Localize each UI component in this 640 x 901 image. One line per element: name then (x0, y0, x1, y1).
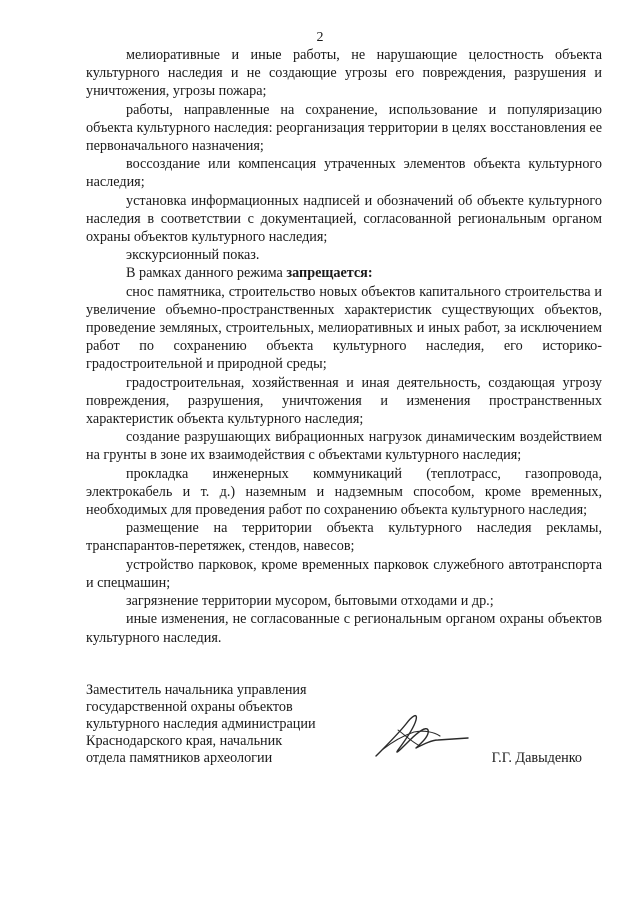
paragraph: градостроительная, хозяйственная и иная деятельность, создающая угрозу повреждения, разрушения, уничтожения и изменения пространственных характеристик объекта культурного наследия; (86, 374, 602, 428)
prohibited-heading (86, 264, 602, 282)
document-body (86, 46, 602, 647)
heading-colon: : (367, 265, 373, 282)
signer-title-line: Краснодарского края, начальник (86, 733, 283, 749)
page-number: 2 (316, 30, 324, 45)
paragraph: мелиоративные и иные работы, не нарушающие целостность объекта культурного наследия и не создающие угрозы его повреждения, разрушения и уничтожения, угрозы пожара; (86, 47, 602, 100)
signer-title-line: государственной охраны объектов (86, 699, 293, 715)
paragraph: снос памятника, строительство новых объектов капитального строительства и увеличение объемно-пространственных характеристик существующих объектов, проведение земляных, строительных, мелиоративных и иных работ, за исключением работ по сохранению объекта культурного наследия, его историко-градостроительной и природной среды; (86, 283, 602, 373)
paragraph: иные изменения, не согласованные с региональным органом охраны объектов культурного наследия. (86, 611, 602, 646)
paragraph: экскурсионный показ. (126, 247, 260, 264)
paragraph: воссоздание или компенсация утраченных элементов объекта культурного наследия; (86, 156, 602, 191)
signer-name: Г.Г. Давыденко (491, 750, 582, 766)
signature-block (86, 682, 602, 782)
paragraph: размещение на территории объекта культурного наследия рекламы, транспарантов-перетяжек, стендов, навесов; (86, 520, 602, 555)
paragraph: загрязнение территории мусором, бытовыми отходами и др.; (126, 593, 494, 610)
heading-bold-word: запрещается (286, 265, 368, 282)
heading-lead: В рамках данного режима (126, 265, 287, 282)
paragraph: установка информационных надписей и обозначений об объекте культурного наследия в соответствии с документацией, согласованной региональным органом охраны объектов культурного наследия; (86, 192, 602, 246)
paragraph: устройство парковок, кроме временных парковок служебного автотранспорта и спецмашин; (86, 556, 602, 591)
signer-title-line: отдела памятников археологии (86, 750, 273, 766)
paragraph: работы, направленные на сохранение, использование и популяризацию объекта культурного наследия: реорганизация территории в целях восстановления ее первоначального назначения; (86, 101, 602, 155)
paragraph: прокладка инженерных коммуникаций (теплотрасс, газопровода, электрокабель и т. д.) наземным и надземным способом, кроме временных, необходимых для проведения работ по сохранению объекта культурного наследия; (86, 465, 602, 519)
paragraph: создание разрушающих вибрационных нагрузок динамическим воздействием на грунты в зоне их взаимодействия с объектами культурного наследия; (86, 429, 602, 464)
signer-title-line: Заместитель начальника управления (86, 682, 307, 698)
handwritten-signature (368, 706, 478, 764)
signer-title-line: культурного наследия администрации (86, 716, 316, 732)
signer-title (86, 682, 316, 767)
